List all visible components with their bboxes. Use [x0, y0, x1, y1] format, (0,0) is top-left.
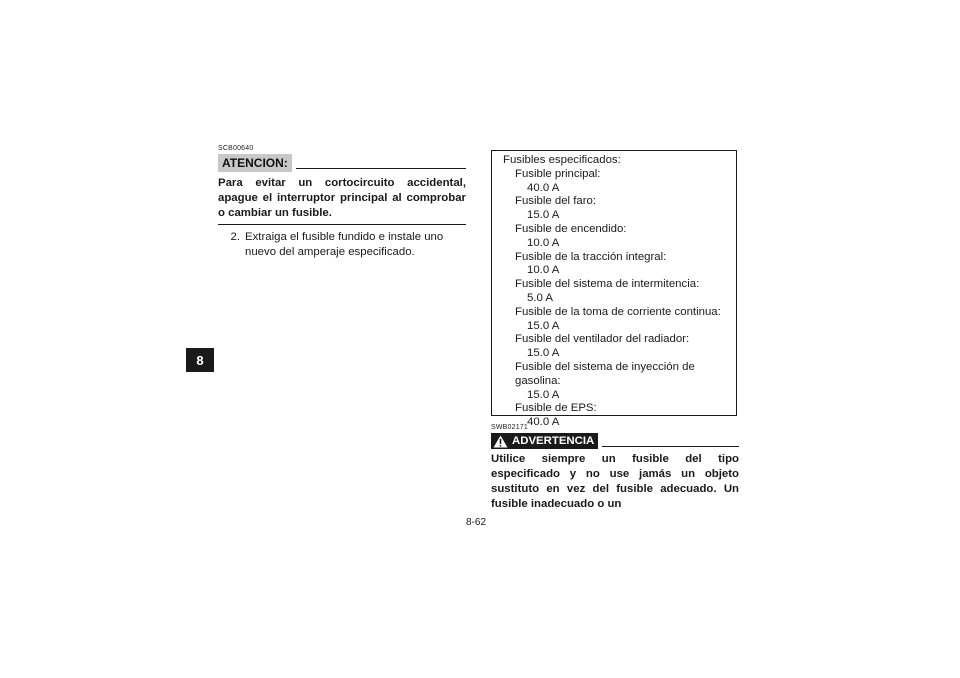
- notice-text: Para evitar un cortocircuito accidental, apague el interruptor principal al comprobar o cambiar un fusible.: [218, 176, 466, 225]
- right-column: [491, 424, 739, 512]
- warning-code: SWB02171: [491, 424, 529, 431]
- warning-badge: [491, 433, 598, 449]
- spec-item-name: Fusible del ventilador del radiador:: [515, 333, 690, 346]
- notice-badge: ATENCION:: [218, 154, 292, 172]
- spec-item-value: 15.0 A: [527, 388, 560, 401]
- spec-item-name: Fusible del sistema de inyección de gasolina:: [515, 360, 695, 387]
- notice-divider: [296, 158, 466, 169]
- spec-item-value: 15.0 A: [527, 319, 560, 332]
- spec-item-value: 5.0 A: [527, 291, 553, 304]
- spec-item-value: 10.0 A: [527, 264, 560, 277]
- spec-item-name: Fusible de EPS:: [515, 402, 597, 415]
- warning-triangle-icon: [493, 435, 508, 448]
- spec-item-value: 15.0 A: [527, 347, 560, 360]
- spec-item-name: Fusible principal:: [515, 167, 601, 180]
- left-column: [218, 145, 466, 260]
- spec-title: Fusibles especificados:: [503, 154, 621, 166]
- notice-code: SCB00640: [218, 145, 254, 152]
- spec-item-name: Fusible de la toma de corriente continua:: [515, 305, 721, 318]
- spec-item-name: Fusible de la tracción integral:: [515, 250, 667, 263]
- chapter-tab: 8: [186, 348, 214, 372]
- warning-header: [491, 433, 739, 449]
- warning-label: ADVERTENCIA: [512, 435, 595, 447]
- page-number: 8-62: [466, 517, 487, 528]
- spec-item-name: Fusible del faro:: [515, 195, 597, 208]
- notice-header: [218, 154, 466, 172]
- spec-item-value: 40.0 A: [527, 416, 560, 429]
- spec-item-value: 40.0 A: [527, 181, 560, 194]
- spec-list: [503, 168, 736, 430]
- step-number: 2.: [230, 231, 240, 243]
- warning-divider: [602, 436, 739, 447]
- instruction-step: [218, 230, 466, 260]
- warning-text: Utilice siempre un fusible del tipo especificado y no use jamás un objeto sustituto en vez del fusible adecuado. Un fusible inadecuado o un: [491, 453, 739, 510]
- spec-item-name: Fusible del sistema de intermitencia:: [515, 278, 700, 291]
- spec-item-name: Fusible de encendido:: [515, 222, 627, 235]
- step-text: Extraiga el fusible fundido e instale uno nuevo del amperaje especificado.: [245, 231, 444, 258]
- spec-item-value: 10.0 A: [527, 236, 560, 249]
- spec-item-value: 15.0 A: [527, 209, 560, 222]
